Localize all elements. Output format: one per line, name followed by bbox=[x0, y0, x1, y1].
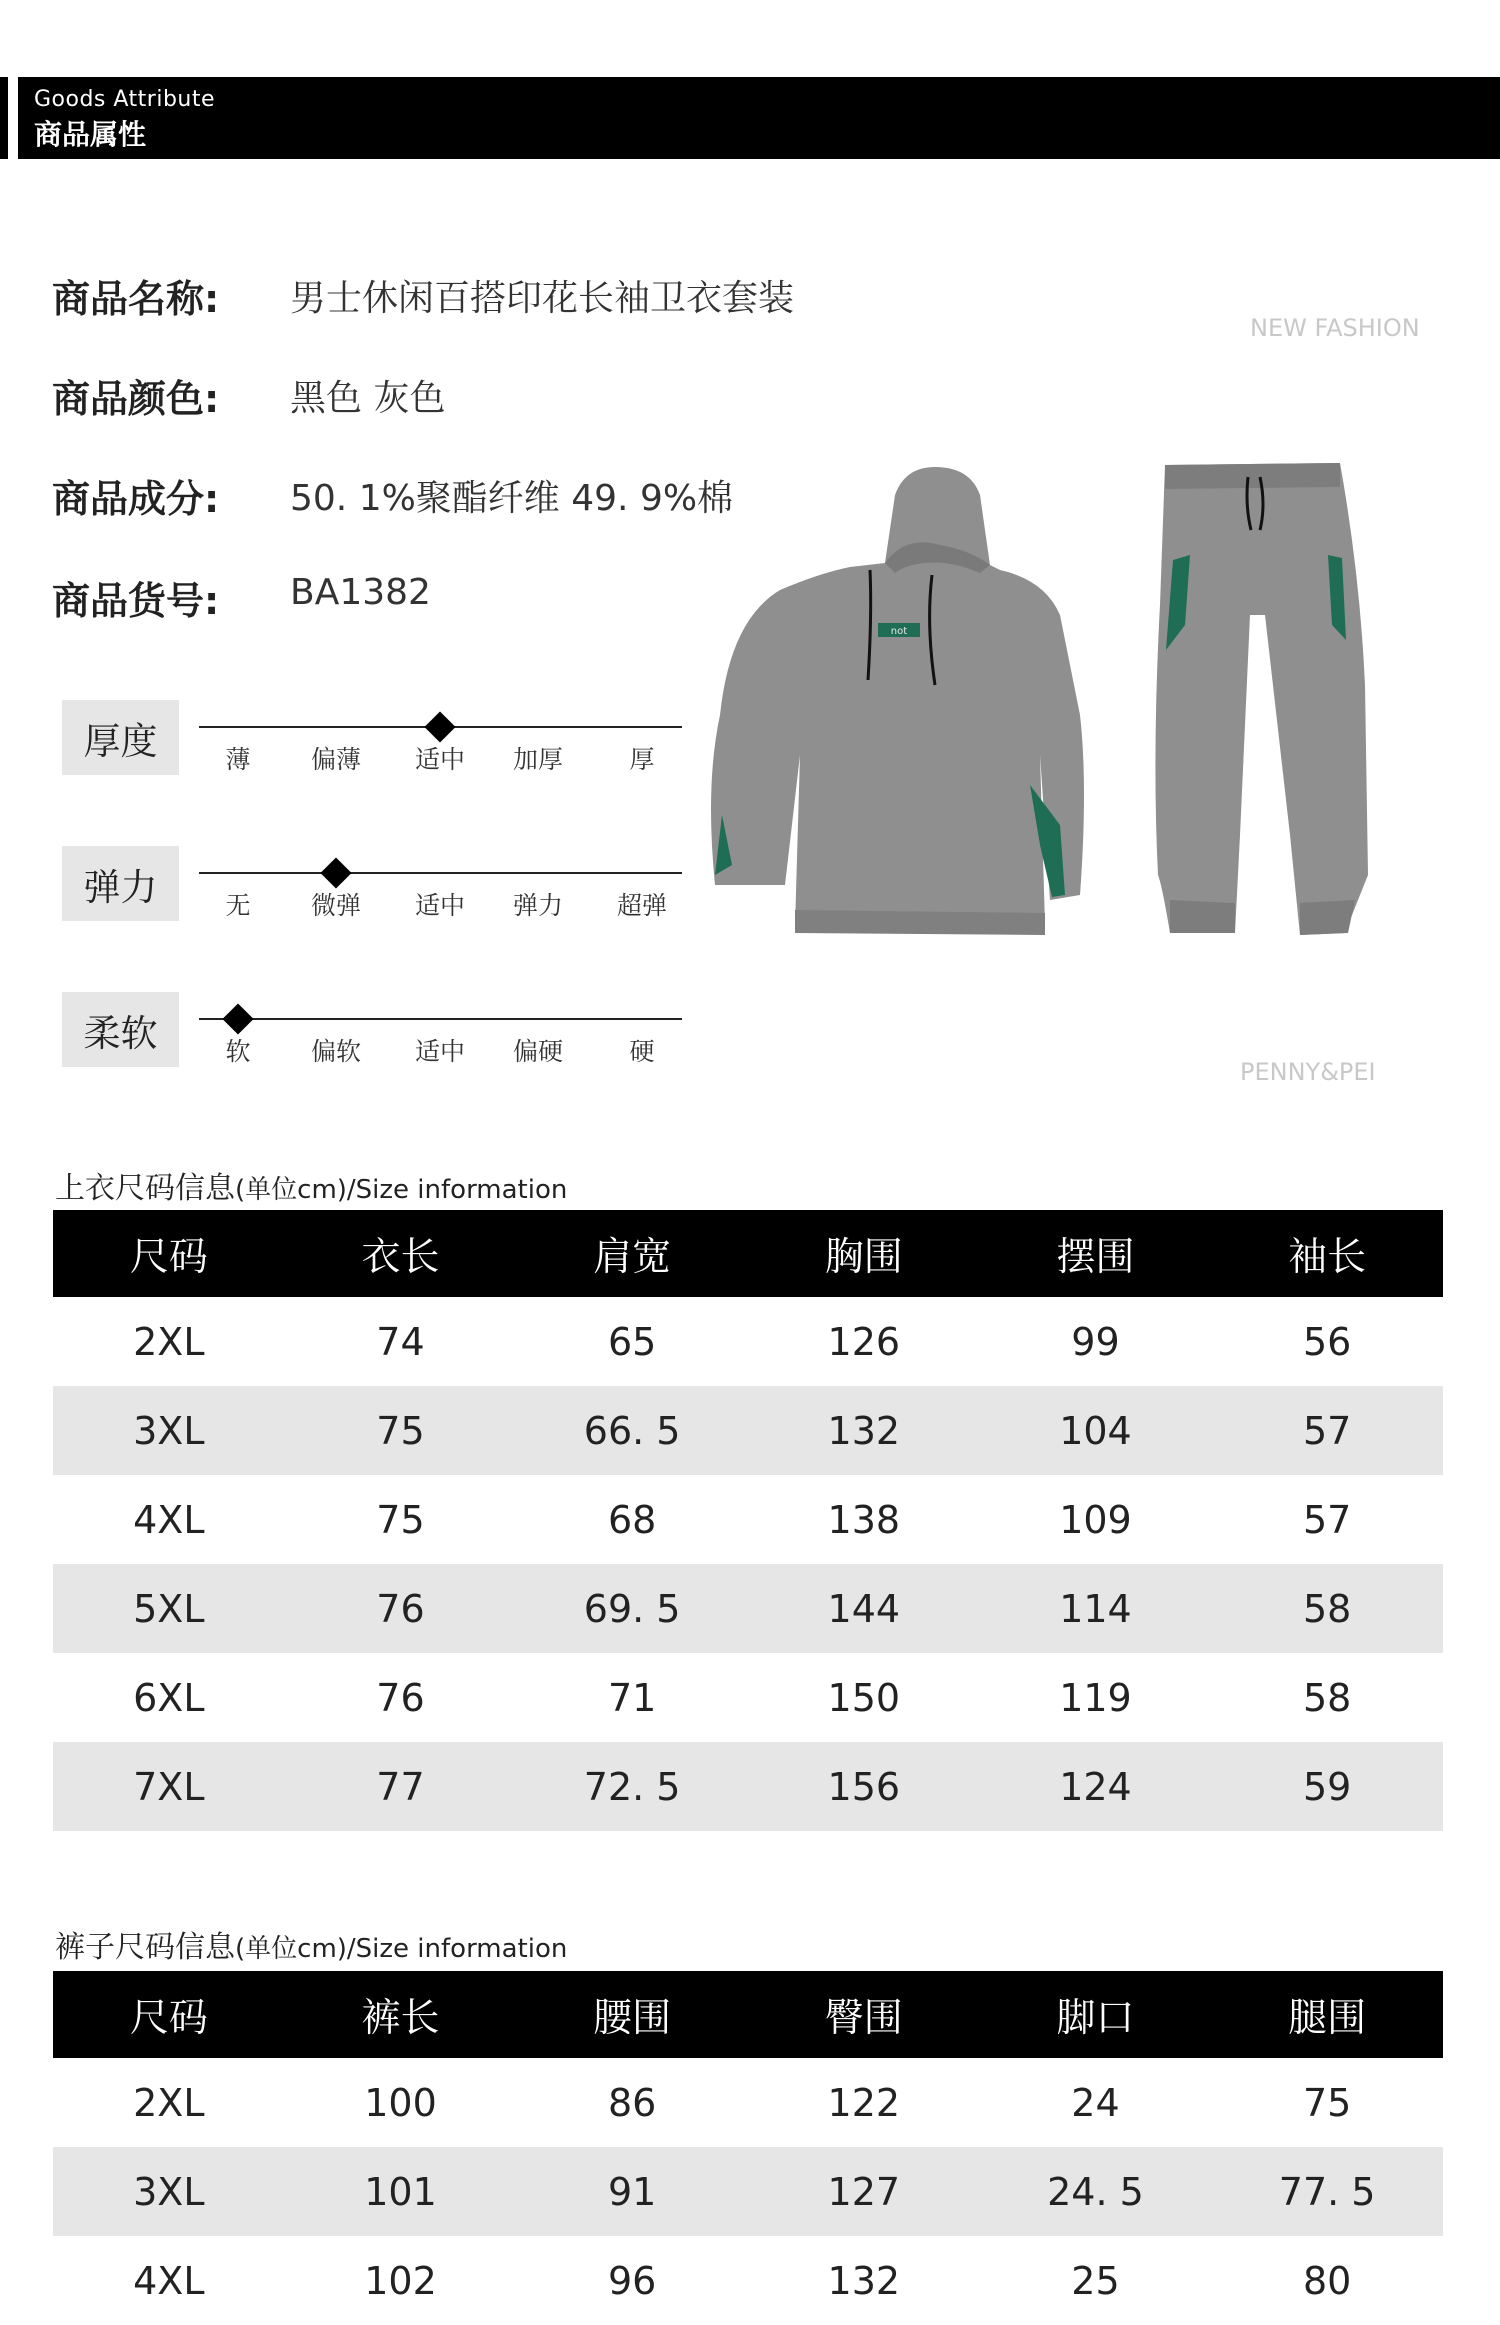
table-cell: 72. 5 bbox=[516, 1742, 748, 1831]
hoodie-print-text: not bbox=[890, 626, 908, 637]
scale-marker-diamond bbox=[424, 711, 455, 742]
scale-option: 适中 bbox=[414, 745, 465, 774]
pants-table-title-text: 裤子尺码信息 bbox=[55, 1930, 235, 1965]
table-row bbox=[53, 2147, 1443, 2236]
table-cell: 58 bbox=[1302, 1675, 1352, 1720]
product-image bbox=[700, 455, 1400, 955]
column-header: 尺码 bbox=[53, 1210, 285, 1297]
table-row bbox=[53, 1653, 1443, 1742]
scale-option: 偏软 bbox=[310, 1037, 361, 1066]
column-header: 胸围 bbox=[748, 1210, 980, 1297]
table-cell: 24 bbox=[1071, 2080, 1120, 2125]
table-cell: 3XL bbox=[53, 2147, 285, 2236]
attr-value-name: 男士休闲百搭印花长袖卫衣套装 bbox=[290, 278, 795, 319]
table-cell: 101 bbox=[285, 2147, 517, 2236]
scale-label: 厚度 bbox=[62, 700, 179, 775]
table-cell: 57 bbox=[1211, 1386, 1443, 1475]
column-header: 臀围 bbox=[748, 1971, 980, 2058]
table-cell: 58 bbox=[1211, 1564, 1443, 1653]
scale-option: 无 bbox=[225, 891, 251, 920]
scale-option: 弹力 bbox=[512, 891, 563, 920]
table-cell: 76 bbox=[285, 1564, 517, 1653]
column-header: 腰围 bbox=[516, 1971, 748, 2058]
scale-option: 微弹 bbox=[310, 891, 361, 920]
table-row bbox=[53, 1742, 1443, 1831]
table-row bbox=[53, 1297, 1443, 1386]
scale-track bbox=[199, 1018, 682, 1020]
header-accent-bar bbox=[0, 77, 8, 159]
table-cell: 77 bbox=[285, 1742, 517, 1831]
pants-table-unit: (单位cm)/Size information bbox=[235, 1934, 568, 1964]
watermark-new-fashion: NEW FASHION bbox=[1250, 314, 1420, 342]
column-header: 袖长 bbox=[1211, 1210, 1443, 1297]
header-divider bbox=[14, 77, 18, 159]
table-header-row bbox=[53, 1971, 1443, 2058]
table-cell: 75 bbox=[1302, 2080, 1352, 2125]
table-cell: 132 bbox=[748, 1386, 980, 1475]
table-cell: 119 bbox=[1059, 1675, 1132, 1720]
table-cell: 2XL bbox=[133, 2080, 205, 2125]
table-cell: 96 bbox=[607, 2258, 657, 2303]
scale-option: 厚 bbox=[629, 745, 655, 774]
table-row bbox=[53, 1564, 1443, 1653]
scale-option: 适中 bbox=[414, 891, 465, 920]
table-cell: 75 bbox=[376, 1497, 425, 1542]
table-cell: 126 bbox=[827, 1319, 901, 1364]
table-cell: 77. 5 bbox=[1211, 2147, 1443, 2236]
scale-option: 硬 bbox=[629, 1037, 655, 1066]
pants-illustration bbox=[1155, 463, 1368, 935]
table-cell: 24. 5 bbox=[980, 2147, 1212, 2236]
pants-table-title bbox=[55, 1922, 567, 1966]
scale-option: 适中 bbox=[414, 1037, 465, 1066]
table-cell: 138 bbox=[827, 1497, 901, 1542]
scale-option: 偏薄 bbox=[310, 745, 361, 774]
scale-track bbox=[199, 872, 682, 874]
table-cell: 59 bbox=[1211, 1742, 1443, 1831]
scale-option: 偏硬 bbox=[512, 1037, 563, 1066]
scale-label: 柔软 bbox=[62, 992, 179, 1067]
table-cell: 71 bbox=[607, 1675, 657, 1720]
table-cell: 3XL bbox=[53, 1386, 285, 1475]
attr-value-color: 黑色 灰色 bbox=[290, 378, 446, 419]
scale-option: 超弹 bbox=[616, 891, 667, 920]
table-cell: 25 bbox=[1071, 2258, 1120, 2303]
attr-value-sku: BA1382 bbox=[290, 572, 431, 613]
table-cell: 156 bbox=[748, 1742, 980, 1831]
table-cell: 86 bbox=[607, 2080, 657, 2125]
scale-option: 加厚 bbox=[512, 745, 563, 774]
table-cell: 5XL bbox=[53, 1564, 285, 1653]
table-cell: 7XL bbox=[53, 1742, 285, 1831]
pants-size-table bbox=[53, 1971, 1443, 2325]
scale-marker-diamond bbox=[222, 1003, 253, 1034]
table-cell: 74 bbox=[376, 1319, 425, 1364]
table-cell: 150 bbox=[827, 1675, 901, 1720]
table-row bbox=[53, 1386, 1443, 1475]
table-cell: 66. 5 bbox=[516, 1386, 748, 1475]
table-cell: 56 bbox=[1302, 1319, 1352, 1364]
table-cell: 122 bbox=[827, 2080, 901, 2125]
table-cell: 132 bbox=[827, 2258, 901, 2303]
table-cell: 4XL bbox=[133, 2258, 205, 2303]
scale-option: 薄 bbox=[225, 745, 251, 774]
table-cell: 127 bbox=[748, 2147, 980, 2236]
table-cell: 80 bbox=[1302, 2258, 1352, 2303]
top-table-title bbox=[55, 1163, 567, 1207]
table-cell: 69. 5 bbox=[516, 1564, 748, 1653]
attr-label-sku: 商品货号: bbox=[52, 579, 220, 623]
attr-label-name: 商品名称: bbox=[52, 277, 220, 321]
scale-marker-diamond bbox=[320, 857, 351, 888]
table-cell: 109 bbox=[1059, 1497, 1132, 1542]
scale-option: 软 bbox=[225, 1037, 251, 1066]
attr-label-material: 商品成分: bbox=[52, 477, 220, 521]
table-row bbox=[53, 2236, 1443, 2325]
header-bar bbox=[14, 77, 1500, 159]
header-title-cn: 商品属性 bbox=[34, 118, 147, 151]
table-cell: 100 bbox=[364, 2080, 437, 2125]
column-header: 裤长 bbox=[285, 1971, 517, 2058]
table-cell: 99 bbox=[1071, 1319, 1120, 1364]
table-row bbox=[53, 2058, 1443, 2147]
column-header: 衣长 bbox=[285, 1210, 517, 1297]
attr-label-color: 商品颜色: bbox=[52, 377, 220, 421]
column-header: 脚口 bbox=[980, 1971, 1212, 2058]
table-header-row bbox=[53, 1210, 1443, 1297]
column-header: 摆围 bbox=[980, 1210, 1212, 1297]
hoodie-illustration bbox=[711, 467, 1084, 935]
table-cell: 124 bbox=[980, 1742, 1212, 1831]
table-row bbox=[53, 1475, 1443, 1564]
table-cell: 4XL bbox=[133, 1497, 205, 1542]
top-size-table bbox=[53, 1210, 1443, 1831]
table-cell: 75 bbox=[285, 1386, 517, 1475]
attr-value-material: 50. 1%聚酯纤维 49. 9%棉 bbox=[290, 478, 734, 519]
top-table-title-text: 上衣尺码信息 bbox=[55, 1171, 235, 1206]
column-header: 腿围 bbox=[1211, 1971, 1443, 2058]
table-cell: 68 bbox=[607, 1497, 657, 1542]
table-cell: 144 bbox=[748, 1564, 980, 1653]
scale-label: 弹力 bbox=[62, 846, 179, 921]
table-cell: 102 bbox=[364, 2258, 437, 2303]
column-header: 尺码 bbox=[53, 1971, 285, 2058]
top-table-unit: (单位cm)/Size information bbox=[235, 1175, 568, 1205]
table-cell: 6XL bbox=[133, 1675, 205, 1720]
table-cell: 65 bbox=[607, 1319, 657, 1364]
table-cell: 76 bbox=[376, 1675, 425, 1720]
table-cell: 114 bbox=[980, 1564, 1212, 1653]
watermark-brand: PENNY&PEI bbox=[1240, 1058, 1376, 1086]
table-cell: 2XL bbox=[133, 1319, 205, 1364]
header-title-en: Goods Attribute bbox=[34, 87, 216, 112]
table-cell: 104 bbox=[980, 1386, 1212, 1475]
table-cell: 57 bbox=[1302, 1497, 1352, 1542]
table-cell: 91 bbox=[516, 2147, 748, 2236]
column-header: 肩宽 bbox=[516, 1210, 748, 1297]
